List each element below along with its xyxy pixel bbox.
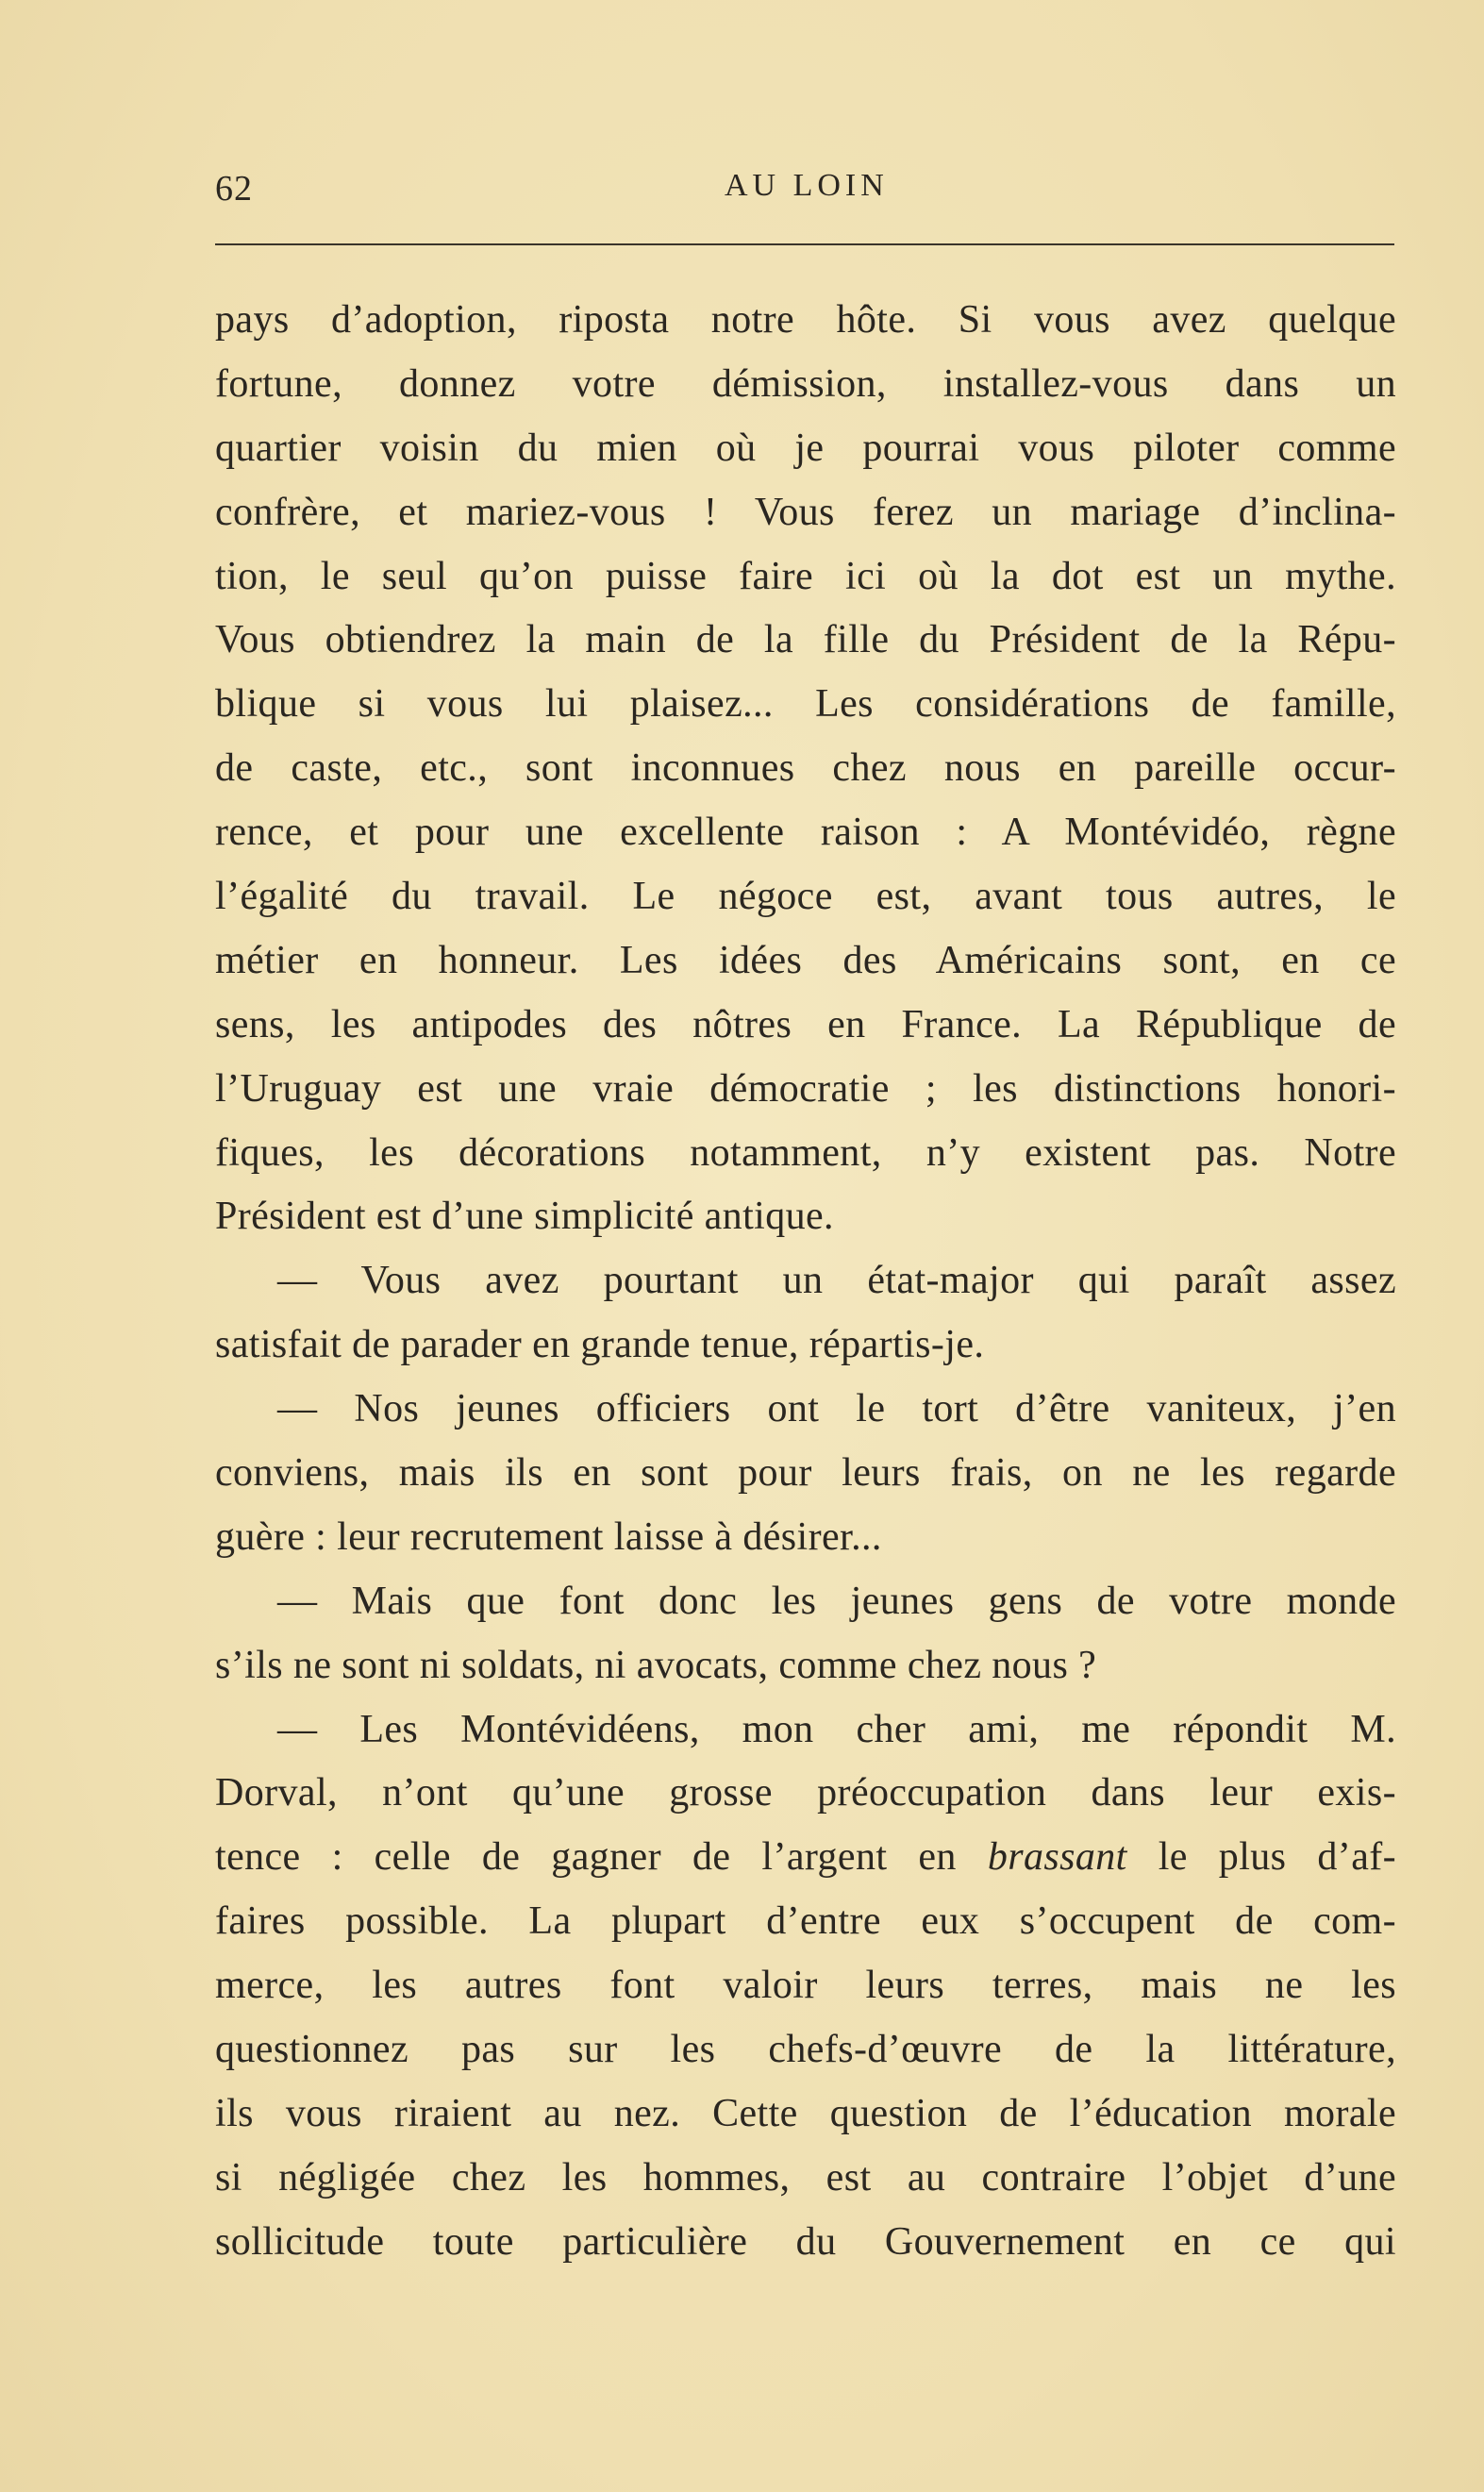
text-line: l’égalité du travail. Le négoce est, avant tous autres, le [215, 875, 1396, 919]
text-line: — Mais que font donc les jeunes gens de votre monde [277, 1579, 1396, 1623]
text-line: l’Uruguay est une vraie démocratie ; les distinctions honori- [215, 1066, 1396, 1111]
text-segment: le plus d’af- [1126, 1835, 1397, 1880]
running-title: AU LOIN [725, 168, 889, 203]
text-line: métier en honneur. Les idées des Américains sont, en ce [215, 938, 1396, 982]
text-line: questionnez pas sur les chefs-d’œuvre de la littérature, [215, 2028, 1396, 2072]
text-line: confrère, et mariez-vous ! Vous ferez un mariage d’inclina- [215, 490, 1396, 534]
text-line: si négligée chez les hommes, est au contraire l’objet d’une [215, 2155, 1396, 2199]
body-text [215, 289, 1396, 2275]
text-line: Président est d’une simplicité antique. [215, 1195, 834, 1239]
text-line: fortune, donnez votre démission, installez-vous dans un [215, 361, 1396, 406]
italic-word: brassant [987, 1835, 1127, 1880]
text-line: ils vous riraient au nez. Cette question de l’éducation morale [215, 2091, 1396, 2135]
text-line: s’ils ne sont ni soldats, ni avocats, comme chez nous ? [215, 1643, 1097, 1687]
text-segment: tence : celle de gagner de l’argent en [215, 1835, 988, 1880]
text-line: sens, les antipodes des nôtres en France. La République de [215, 1002, 1396, 1046]
text-line: sollicitude toute particulière du Gouvernement en ce qui [215, 2219, 1396, 2264]
page-number: 62 [215, 169, 253, 209]
text-line: tion, le seul qu’on puisse faire ici où la dot est un mythe. [215, 554, 1396, 598]
text-line: conviens, mais ils en sont pour leurs frais, on ne les regarde [215, 1451, 1396, 1496]
running-head [215, 168, 1394, 215]
text-line: fiques, les décorations notamment, n’y existent pas. Notre [215, 1130, 1396, 1175]
text-line: guère : leur recrutement laisse à désirer... [215, 1514, 882, 1559]
text-line: — Les Montévidéens, mon cher ami, me répondit M. [277, 1707, 1396, 1751]
text-line-mixed [215, 1826, 1396, 1890]
text-line: rence, et pour une excellente raison : A Montévidéo, règne [215, 811, 1396, 855]
text-line: Dorval, n’ont qu’une grosse préoccupation dans leur exis- [215, 1771, 1396, 1815]
text-line: pays d’adoption, riposta notre hôte. Si vous avez quelque [215, 298, 1396, 342]
header-rule [215, 243, 1394, 245]
text-line: satisfait de parader en grande tenue, répartis-je. [215, 1323, 985, 1367]
text-line: de caste, etc., sont inconnues chez nous en pareille occur- [215, 746, 1396, 791]
text-line: merce, les autres font valoir leurs terres, mais ne les [215, 1964, 1396, 2008]
text-line: — Vous avez pourtant un état-major qui paraît assez [277, 1259, 1396, 1303]
text-line: quartier voisin du mien où je pourrai vous piloter comme [215, 426, 1396, 470]
text-line: — Nos jeunes officiers ont le tort d’être vaniteux, j’en [277, 1387, 1396, 1431]
text-line: faires possible. La plupart d’entre eux s’occupent de com- [215, 1899, 1396, 1944]
text-line: Vous obtiendrez la main de la fille du Président de la Répu- [215, 618, 1396, 662]
text-line: blique si vous lui plaisez... Les considérations de famille, [215, 682, 1396, 727]
